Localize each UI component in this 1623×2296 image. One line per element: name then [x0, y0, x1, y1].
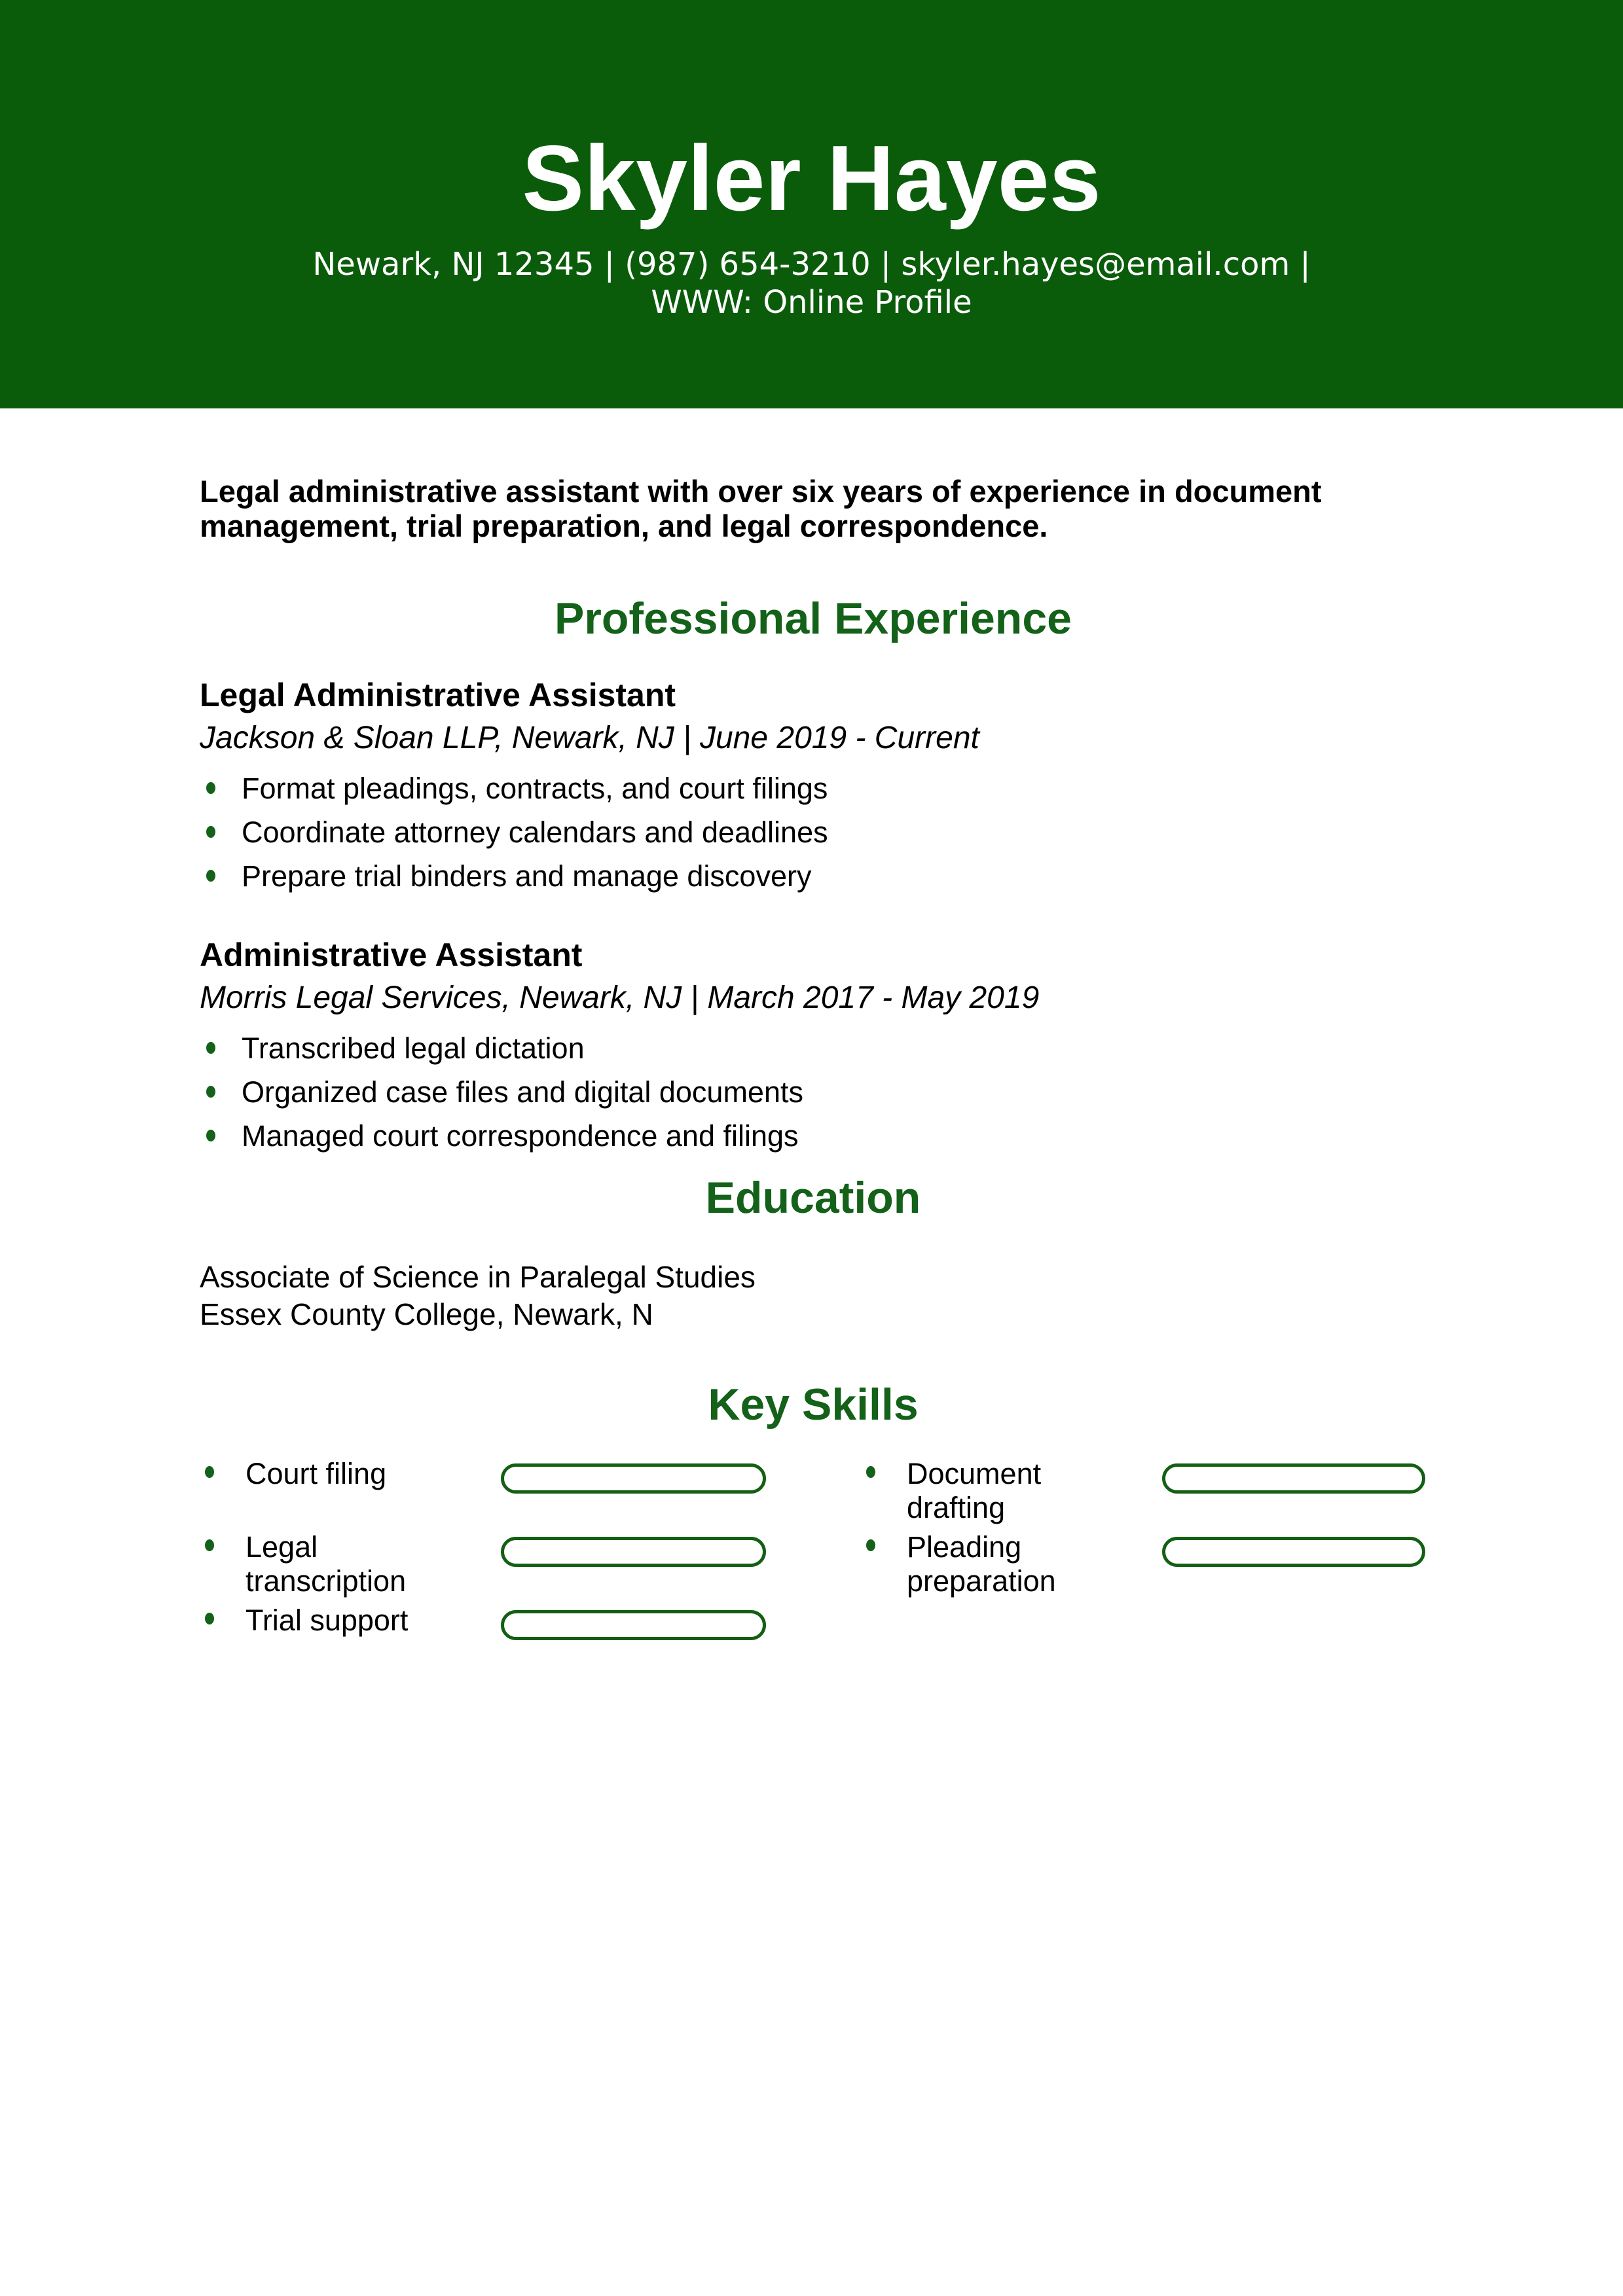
contact-info: [0, 245, 1623, 321]
bullet-text: Format pleadings, contracts, and court filings: [242, 772, 828, 805]
bullet-dot-icon: [206, 782, 215, 794]
job-bullet-list: [200, 766, 1427, 898]
bullet-text: Managed court correspondence and filings: [242, 1119, 799, 1153]
bullet-dot-icon: [205, 1466, 214, 1478]
job-bullet-list: [200, 1026, 1427, 1158]
skill-label: Document drafting: [907, 1457, 1042, 1524]
bullet-dot-icon: [206, 826, 215, 838]
skill-item: [200, 1456, 767, 1529]
skill-label: Legal transcription: [246, 1530, 407, 1598]
summary-text: Legal administrative assistant with over six years of experience in document management, trial preparation, and legal correspondence.: [200, 474, 1322, 543]
bullet-dot-icon: [866, 1466, 875, 1478]
contact-line-2: WWW: Online Profile: [651, 284, 972, 321]
bullet-dot-icon: [205, 1613, 214, 1624]
skills-row: [200, 1602, 1427, 1676]
skill-item: [200, 1529, 767, 1602]
skill-item: [861, 1456, 1425, 1529]
company-line: Jackson & Sloan LLP, Newark, NJ | June 2019 - Current: [200, 721, 979, 755]
education-degree: Associate of Science in Paralegal Studies: [200, 1260, 756, 1294]
skills-row: [200, 1529, 1427, 1602]
section-heading-professional-experience: Professional Experience: [555, 594, 1072, 643]
bullet-item: [200, 854, 1427, 898]
skill-label: Trial support: [246, 1604, 409, 1637]
bullet-item: [200, 1114, 1427, 1158]
job-entry: [200, 676, 1427, 898]
education-school: Essex County College, Newark, N: [200, 1297, 653, 1331]
bullet-text: Coordinate attorney calendars and deadlines: [242, 816, 828, 849]
bullet-item: [200, 1070, 1427, 1114]
bullet-dot-icon: [206, 1042, 215, 1054]
bullet-item: [200, 1026, 1427, 1070]
bullet-dot-icon: [206, 870, 215, 882]
skill-bar: [501, 1610, 766, 1640]
bullet-item: [200, 810, 1427, 854]
skill-bar: [501, 1537, 766, 1567]
skill-bar: [1162, 1537, 1425, 1567]
skills-row: [200, 1456, 1427, 1529]
education-entry: [200, 1259, 1427, 1333]
job-title: Legal Administrative Assistant: [200, 677, 676, 713]
skill-item: [861, 1529, 1425, 1602]
bullet-dot-icon: [206, 1130, 215, 1141]
bullet-dot-icon: [206, 1086, 215, 1098]
resume-body: [0, 474, 1623, 1676]
bullet-text: Organized case files and digital documents: [242, 1075, 803, 1109]
bullet-dot-icon: [205, 1539, 214, 1551]
contact-line-1: Newark, NJ 12345 | (987) 654-3210 | skyler.hayes@email.com |: [312, 246, 1311, 283]
bullet-text: Prepare trial binders and manage discovery: [242, 859, 812, 893]
section-heading-education: Education: [705, 1173, 921, 1223]
skill-label: Pleading preparation: [907, 1530, 1056, 1598]
job-title: Administrative Assistant: [200, 937, 583, 973]
skill-bar: [1162, 1463, 1425, 1494]
resume-header: [0, 0, 1623, 408]
skills-grid: [200, 1456, 1427, 1676]
job-entry: [200, 936, 1427, 1158]
skill-label: Court filing: [246, 1457, 387, 1490]
skill-item: [200, 1602, 767, 1676]
section-heading-key-skills: Key Skills: [708, 1380, 919, 1429]
bullet-text: Transcribed legal dictation: [242, 1031, 585, 1065]
candidate-name: Skyler Hayes: [522, 126, 1101, 230]
bullet-item: [200, 766, 1427, 810]
bullet-dot-icon: [866, 1539, 875, 1551]
company-line: Morris Legal Services, Newark, NJ | March 2017 - May 2019: [200, 980, 1040, 1015]
skill-bar: [501, 1463, 766, 1494]
